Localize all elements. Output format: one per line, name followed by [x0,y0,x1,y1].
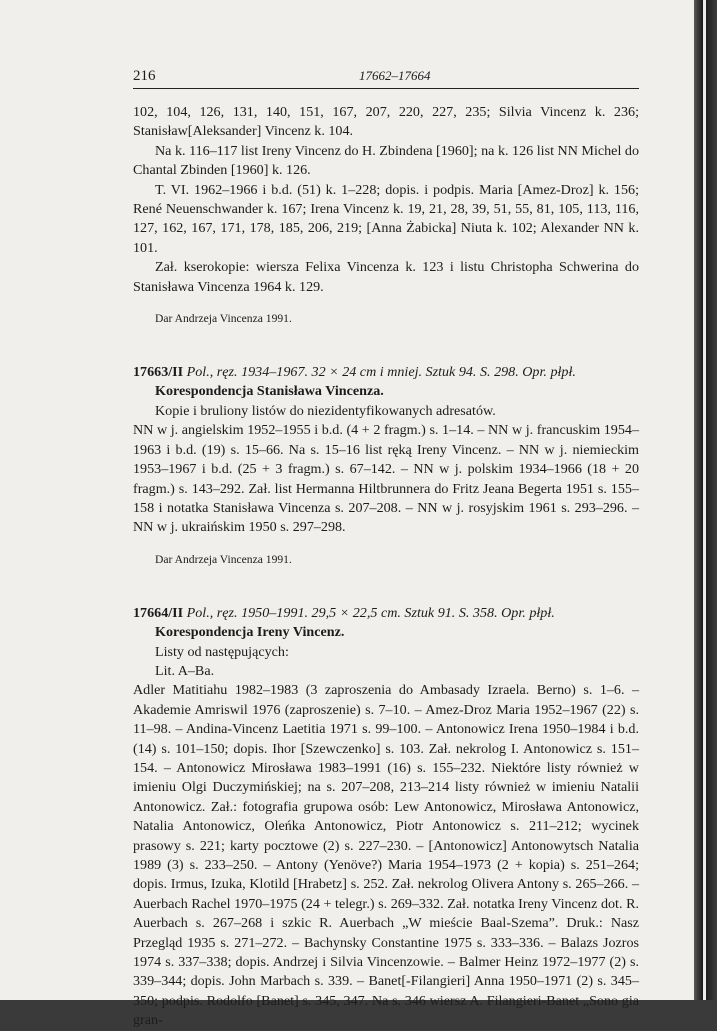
entry-continuation [133,103,639,326]
entry-body: Adler Matitiahu 1982–1983 (3 zaproszenia do Ambasady Izraela. Berno) s. 1–6. – Akademie Amriswil 1976 (zaproszenie) s. 7–10. – Amez-Droz Maria 1952–1967 (22) s. 11–98. – Andina-Vincenz Laetitia 1971 s. 99–100. – Antonowicz Irena 1950–1984 i b.d. (14) s. 101–150; dopis. Ihor [Szewczenko] s. 103. Zał. nekrolog I. Antonowicz s. 151–154. – Antonowicz Mirosława 1983–1991 (16) s. 155–232. Niektóre listy również w imieniu Olgi Duczymińskiej; na s. 207–208, 213–214 listy również w imieniu Natalii Antonowicz. Zał.: fotografia grupowa osób: Lew Antonowicz, Mirosława Antonowicz, Natalia Antonowicz, Oleńka Antonowicz, Piotr Antonowicz s. 211–212; wycinek prasowy s. 221; karty pocztowe (2) s. 227–230. – [Antonowicz] Antonowytsch Natalia 1989 (3) s. 233–250. – Antony (Yenöve?) Maria 1954–1973 (2 + kopia) s. 251–264; dopis. Irmus, Izuka, Klotild [Hrabetz] s. 252. Zał. nekrolog Olivera Antony s. 265–266. – Auerbach Rachel 1970–1975 (24 + telegr.) s. 269–332. Zał. notatka Ireny Vincenz dot. R. Auerbach s. 267–268 i szkic R. Auerbach „W mieście Baal-Szema”. Druk.: Nasz Przegląd 1935 s. 271–272. – Bachynsky Constantine 1975 s. 333–336. – Balazs Jozros 1974 s. 337–338; dopis. Andrzej i Silvia Vincenzowie. – Balmer Heinz 1972–1977 (2) s. 339–344; dopis. John Marbach s. 339. – Banet[-Filangieri] Anna 1950–1971 (2) s. 345–350; podpis. Rodolfo [Banet] s. 345, 347. Na s. 346 wiersz A. Filangieri-Banet „Sono gia gran- [133,682,639,1029]
entry-number: 17663/II [133,364,184,381]
entry-heading [133,363,639,382]
page-edge-highlight [703,0,706,1000]
entry-paragraph: Zał. kserokopie: wiersza Felixa Vincenza k. 123 i listu Christopha Schwerina do Stanisława Vincenza 1964 k. 129. [133,259,639,295]
entry-physical-description: Pol., ręz. 1934–1967. 32 × 24 cm i mniej. Sztuk 94. S. 298. Opr. płpł. [186,364,576,381]
provenance-note: Dar Andrzeja Vincenza 1991. [155,552,292,566]
entry-title: Korespondencja Stanisława Vincenza. [155,383,384,400]
entry-physical-description: Pol., ręz. 1950–1991. 29,5 × 22,5 cm. Sztuk 91. S. 358. Opr. płpł. [186,604,555,621]
page-body [133,103,639,1031]
entry-heading [133,604,639,623]
entry-paragraph: 102, 104, 126, 131, 140, 151, 167, 207, 220, 227, 235; Silvia Vincenz k. 236; Stanisław[Aleksander] Vincenz k. 104. [133,104,639,140]
entry-paragraph: Kopie i bruliony listów do niezidentyfikowanych adresatów. [155,402,496,419]
entry-intro: Listy od następujących: [155,643,289,660]
provenance-note: Dar Andrzeja Vincenza 1991. [155,312,292,326]
entry-17663 [133,363,639,567]
entry-paragraph: T. VI. 1962–1966 i b.d. (51) k. 1–228; dopis. i podpis. Maria [Amez-Droz] k. 156; René Neuenschwander k. 167; Irena Vincenz k. 19, 21, 28, 39, 51, 55, 81, 105, 113, 116, 127, 162, 167, 171, 178, 185, 206, 219; [Anna Żabicka] Niuta k. 102; Alexander NN k. 101. [133,181,639,256]
entry-paragraph: Na k. 116–117 list Ireny Vincenz do H. Zbindena [1960]; na k. 126 list NN Michel do Chantal Zbinden [1960] k. 126. [133,142,639,179]
page-number: 216 [133,68,156,84]
entry-section-label: Lit. A–Ba. [155,662,215,679]
entry-number: 17664/II [133,604,184,621]
page-header [133,66,639,89]
entry-paragraph: NN w j. angielskim 1952–1955 i b.d. (4 + 2 fragm.) s. 1–14. – NN w j. francuskim 1954–1963 i b.d. (19) s. 15–66. Na s. 15–16 list ręką Ireny Vincenz. – NN w j. niemieckim 1953–1967 i b.d. (25 + 3 fragm.) s. 67–142. – NN w j. polskim 1934–1966 (18 + 20 fragm.) s. 143–292. Zał. list Hermanna Hiltbrunnera do Fritz Jeana Begerta 1951 s. 155–158 i notatka Stanisława Vincenza s. 207–208. – NN w j. rosyjskim 1961 s. 293–296. – NN w j. ukraińskim 1950 s. 297–298. [133,422,639,536]
entry-title: Korespondencja Ireny Vincenz. [155,624,345,641]
entry-17664 [133,604,639,1031]
running-head: 17662–17664 [359,68,431,83]
